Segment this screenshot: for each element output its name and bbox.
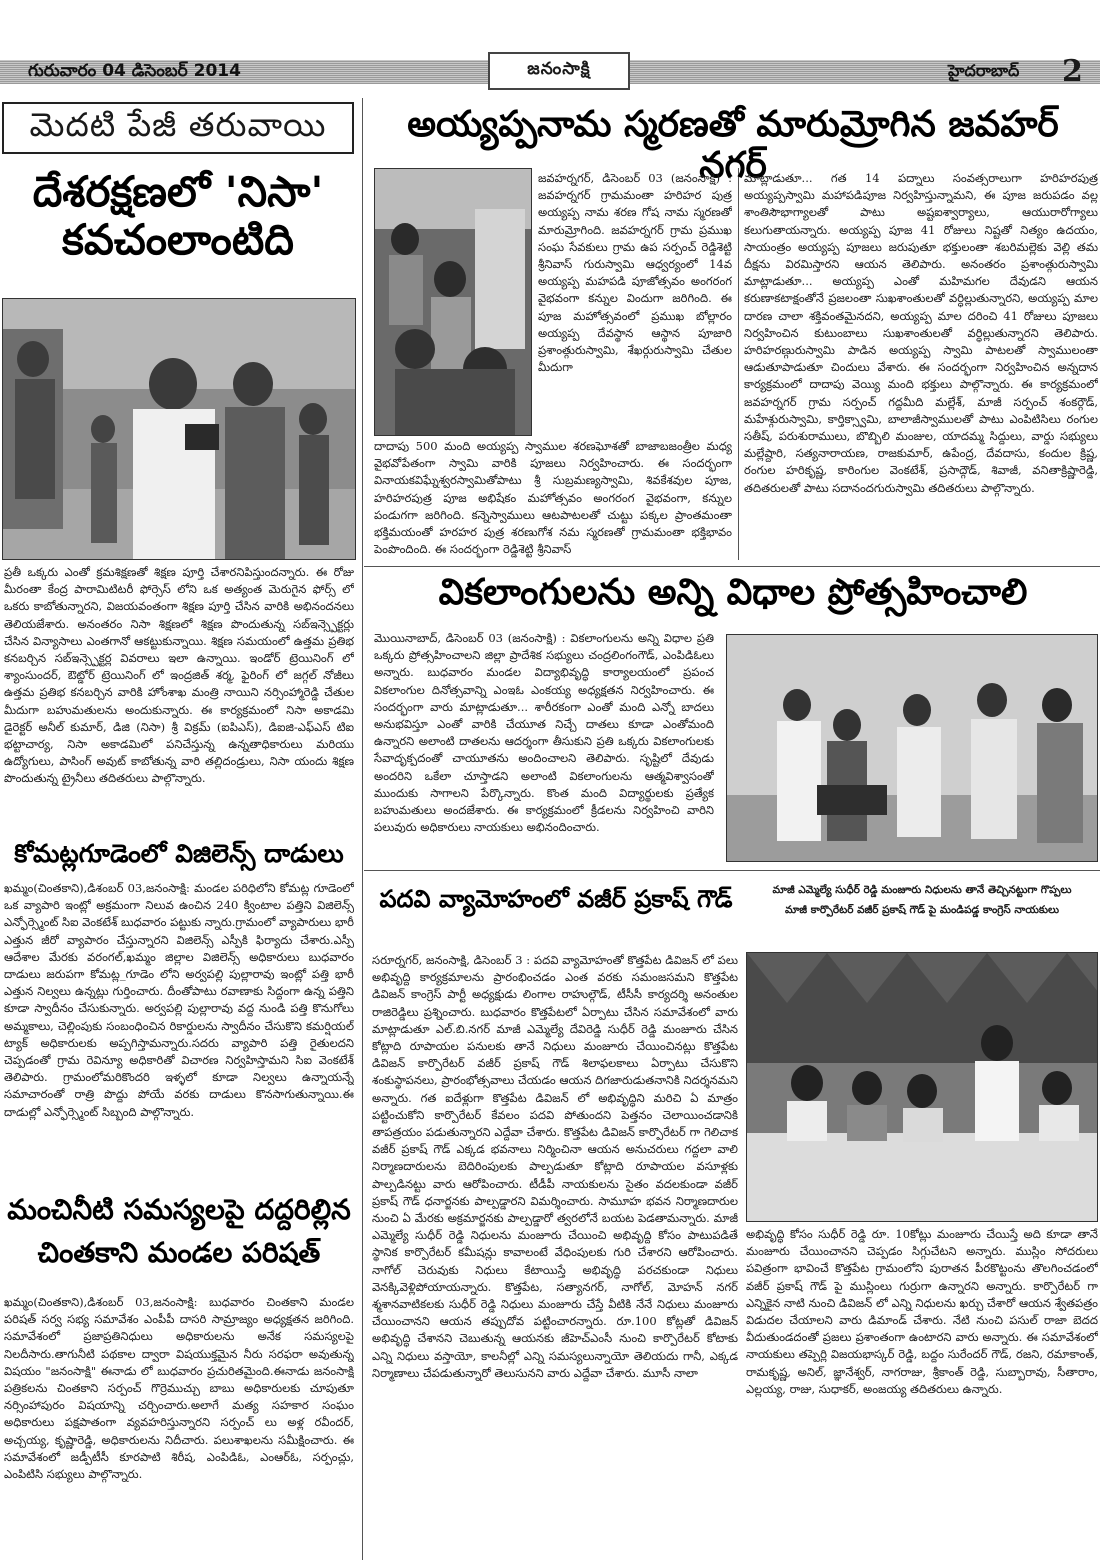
continuation-label: మెదటి పేజీ తరువాయి <box>2 102 354 154</box>
wazir-body-right: అభివృద్ధి కోసం సుధీర్ రెడ్డి రూ. 10కోట్లు మంజూరు చేయిస్తే అది కూడా తానే మంజూరు చేయించానని చెప్పడం సిగ్గుచేటని అన్నారు. ముస్లిం సోదరులు పవిత్రంగా భావించే కొత్తపేట గ్రామంలోని పురాతన పీరకొట్టంను తొలగించడంలో వజీర్ ప్రకాష్ గౌడ్ పై ముస్లింలు గుర్రుగా ఉన్నారని అన్నారు. కార్పొరేటర్ గా ఎన్నికైన నాటి నుంచి డివిజన్ లో ఎన్ని నిధులను ఖర్చు చేశారో ఆయన శ్వేతపత్రం విడుదల చేయాలని వారు డిమాండ్ చేశారు. నేటి నుంచి పసుల్ రాజా బెదద వీదుతుండదంతో ప్రజలు ప్రశాంతంగా ఉంటారని వారు అన్నారు. ఈ సమావేశంలో నాయకులు తప్పెర్లి విజయభాస్కర్ రెడ్డి, బద్దం సురేందర్ గౌడ్, రజని, రమాకాంత్, రామకృష్ణ, అనిల్, జ్ఞానేశ్వర్, నాగరాజు, శ్రీకాంత్ రెడ్డి, సుబ్బారావు, సీతారాం, ఎల్లయ్య, రాజు, సుధాకర్, అంజయ్య తదితరులు ఉన్నారు. <box>746 1227 1098 1396</box>
ayyappa-body-right: మాట్లాడుతూ... గత 14 పద్నాలు సంవత్సరాలుగా హరిహరపుత్ర అయ్యప్పస్వామి మహాపడిపూజ నిర్వహిస్తున్నామని, ఈ పూజ జరుపడం వల్ల శాంతిసౌభాగ్యాలతో పాటు అష్టఐశ్వార్యాలు, ఆయురారోగ్యాలు కలుగుతాయన్నారు. అయ్యప్ప పూజ 41 రోజులు నిష్టతో నిత్యం ఉదయం, సాయంత్రం అయ్యప్ప పూజలు జరుపుతూ భక్తులంతా శబరిమల్లెకు వెల్లి తమ దీక్షను విరమిస్తారని ఆయన తెలిపారు. అనంతరం ప్రశాంత్గురుస్వామి మాట్లాడుతూ... అయ్యప్ప ఎంతో మహిమగల దేవుడని ఆయన కరుణాకటాక్షంతోనే ప్రజలంతా సుఖశాంతులతో వర్ధిల్లుతున్నారని, అయ్యప్ప మాల దారణ చాలా శక్తివంతమైనదని, అయ్యప్ప మాల దరించి 41 రోజులు పూజలు నిర్వహించిన కుటుంబాలు సుఖశాంతులతో వర్ధిల్లుతున్నారని తెలిపారు. హరిహరణ్గురుస్వామి పాడిన అయ్యప్ప స్వామి పాటలతో స్వాములంతా ఆడుతూపాడుతూ చిందులు వేశారు. ఈ సందర్భంగా నిర్వహించిన అన్నదాన కార్యక్రమంలో దాదాపు వెయ్యి మంది భక్తులు పాల్గొన్నారు. ఈ కార్యక్రమంలో జవహర్నగర్ గ్రామ సర్పంచ్ గద్దమీది మల్లేశ్, మాజీ సర్పంచ్ శంకర్గౌడ్, మహేశ్గురుస్వామి, కార్తిక్స్వామి, బాలాజీస్వాములతో పాటు ఎంపిటిసిలు రంగుల సతీష్, పరుశురాములు, బొబ్బిలి మంజుల, యాదమ్మ సిద్దులు, వార్డు సభ్యులు మల్లేష్దారి, సత్యనారాయణ, రాజకుమార్, ఉపేంద్ర, దేవదాసు, కందుల క్రిష్ణ, రంగుల హరికృష్ణ, కారింగుల వెంకటేశ్, ప్రసాద్గౌడ్, శివాజీ, వనితాక్రిష్ణారెడ్డి, తదితరులతో పాటు సదానందగురుస్వామి తదితరులు పాల్గొన్నారు. <box>744 171 1098 495</box>
wazir-headline <box>368 886 744 914</box>
column-rule-top-right <box>738 168 739 560</box>
nisa-body: ప్రతీ ఒక్కరు ఎంతో క్రమశిక్షణతో శిక్షణ పూర్తి చేశారనిపిస్తుందన్నారు. ఈ రోజు మీరంతా కేంద్ర పారామిటిటరీ ఫోర్సెస్ లోని ఒక అత్యంత మెరుగైన ఫోర్స్ లో ఒకరు కాబోతున్నారని, విజయవంతంగా శిక్షణ పూర్తి చేసిన వారికి అభినందనలు తెలియజేశారు. అనంతరం నిసా శిక్షణలో శిక్షణ పొందుతున్న సబ్ఇన్స్పెక్టర్లు చేసిన విన్యాసాలు ఎంతగానో ఆకట్టుకున్నాయి. శిక్షణ సమయంలో ఉత్తమ ప్రతిభ కనబర్చిన సబ్ఇన్స్పెక్టర్ల వివరాలు ఇలా ఉన్నాయి. ఇండోర్ ట్రెయినింగ్ లో శ్యాంసుందర్, ఔట్డోర్ ట్రెయినింగ్ లో ఇంద్రజిత్ శర్మ, ఫైరింగ్ లో జగ్గల్ నోజీలు ఉత్తమ ప్రతిభ కనబర్చిన వారికి హోంశాఖ మంత్రి నాయిని నర్సింహ్మారెడ్డి చేతుల మీదుగా బహుమతులను అందుకున్నారు. ఈ కార్యక్రమంలో నిసా అకాడమి డైరెక్టర్ అనీల్ కుమార్, డిజి (నిసా) శ్రీ విక్రమ్ (ఐపిఎస్), డిఐజి-ఎఫ్ఎస్ టిఐ భట్టాచార్య, నిసా అకాడమిలో పనిచేస్తున్న ఉన్నతాధికారులు మరియు ఉద్యోగులు, పాసింగ్ అవుట్ కాబోతున్న వారి తల్లిదండ్రులు, నిసా యందు శిక్షణ పొందుతున్న ట్రైనీలు తదితరులు పాల్గొన్నారు. <box>4 565 354 786</box>
vigilance-body: ఖమ్మం(చింతకాని),డిశంబర్ 03,జనంసాక్షి: మండల పరిధిలోని కోమట్ల గూడెంలో ఒక వ్యాపారి ఇంట్లో అక్రమంగా నిలువ ఉంచిన 240 క్వింటాల పత్తిని విజిలెన్స్ ఎన్ఫోర్స్మెంట్ సిఐ వెంకటేశ్ బుధవారం పట్టుకు న్నారు.గ్రామంలో వ్యాపారులు భారీ ఎత్తున జీరో వ్యాపారం చేస్తున్నారని విజిలెన్స్ ఎస్పీకి ఫిర్యాదు చేశారు.ఎస్పీ ఆదేశాల మేరకు వరంగల్,ఖమ్మం జిల్లాల విజిలెన్స్ అధికారులు బుధవారం దాడులు జరుపగా కోమట్ల_గూడెం లోని అర్వపల్లి పుల్లారావు ఇంట్లో పత్తి భారీ ఎత్తున నిల్వలు ఉన్నట్లు గుర్తించారు. దీంతోపాటు రవాణాకు సిద్దంగా ఉన్న పత్తిని కూడా స్వాదీనం చేసుకున్నారు. అర్వపల్లి పుల్లారావు వద్ద నుండి పత్తి కొనుగోలు అమ్మకాలు, చెల్లింపుకు సంబంధించిన రికార్డులను స్వాదీనం చేసుకొని కమర్షియల్ ట్యాక్ అధికారులకు అప్పగిస్తామన్నారు.సదరు వ్యాపారి పత్తి రైతులదని చెప్పడంతో గ్రామ రెవిన్యూ అధికారితో విచారణ నిర్వహిస్తామని సిఐ వెంకటేశ్ తెలిపారు. గ్రామంలోమరికొందరి ఇళ్ళలో కూడా నిల్వలు ఉన్నాయన్నే సమాచారంతో రాత్రి పొద్దు పోయే వరకు దాడులు కొనసాగుతున్నాయి.ఈ దాడుల్లో ఎన్ఫోర్స్మెంట్ సిబ్బంది పాల్గొన్నారు. <box>4 881 354 1119</box>
newspaper-logo: జనంసాక్షి <box>488 52 630 90</box>
column-rule-left <box>362 98 363 1560</box>
disabled-photo-graphic <box>727 635 1098 862</box>
nisa-headline-text: దేశరక్షణలో 'నిసా' కవచంలాంటిది <box>32 167 324 265</box>
wazir-deck-line2: మాజీ కార్పొరేటర్ వజీర్ ప్రకాష్ గౌడ్ పై మండిపడ్డ కాంగ్రెస్ నాయకులు <box>784 904 1060 916</box>
vigilance-headline-text: కోమట్లగూడెంలో విజిలెన్స్ దాడులు <box>14 839 344 868</box>
edition-city: హైదరాబాద్ <box>948 61 1020 80</box>
wazir-photo-graphic <box>747 953 1098 1222</box>
nisa-headline <box>2 168 354 265</box>
water-headline <box>4 1188 354 1275</box>
nisa-photo-graphic <box>3 299 356 560</box>
ayyappa-headline-text: అయ్యప్పనామ స్మరణతో మారుమ్రోగిన జవహర్ నగర్ <box>407 104 1059 187</box>
nisa-ceremony-photo <box>2 298 356 560</box>
divider-wazir-top <box>364 870 1100 871</box>
page-number: 2 <box>1062 54 1083 89</box>
water-body: ఖమ్మం(చింతకాని),డిశంబర్ 03,జనంసాక్షి: బుధవారం చింతకాని మండల పరిషత్ సర్వ సభ్య సమావేశం ఎంపీపీ దాసరి సామ్రాజ్యం అధ్యక్షతన జరిగింది. సమావేశంలో ప్రజాప్రతినిధులు అధికారులను అనేక సమస్యలపై నిలదీసారు.తాగునీటి పథకాల ద్వారా విషయుక్తమైన నీరు సరఫరా అవుతున్న విషయం "జనంసాక్షి" ఈనాడు లో బుధవారం ప్రచురితమైంది.ఈనాడు జనంసాక్షి పత్రికలను చింతకాని సర్పంచ్ గొర్రెముచ్చు బాబు అధికారులకు చూపుతూ నర్సింహాపురం విషయాన్ని చర్చించారు.అలాగే మత్య సహకార సంఘం అధికారులు పక్షపాతంగా వ్యవహరిస్తున్నారని సర్పంచ్ లు అళ్ల రవీందర్, అచ్చయ్య, కృష్ణారెడ్డి, అధికారులను నిదీచారు. పలుశాఖలను సమీక్షించారు. ఈ సమావేశంలో జడ్పీటీసీ కూరపాటి శిరీష, ఎంపిడిఓ, ఎంఆర్ఓ, సర్పంచ్లు, ఎంపిటిసి సభ్యులు పాల్గొన్నారు. <box>4 1295 354 1482</box>
disabled-headline <box>368 572 1098 613</box>
wazir-deck <box>748 880 1096 920</box>
ayyappa-body-wide: దాదాపు 500 మంది అయ్యప్ప స్వాముల శరణఘోశతో బాజాబజంత్రీల మధ్య వైభవోపేతంగా స్వామి వారికి పూజలు నిర్వహించారు. ఈ సందర్భంగా వినాయకవిఘ్నేశ్వరస్వామితోపాటు శ్రీ సుబ్రమణ్యస్వామి, శివకేశవుల పూజ, హరిహరపుత్ర పూజ అభిషేకం మహోత్సవం అంగరంగ వైభవంగా, కన్నుల పండుగగా జరిగింది. కన్నెస్వాములు ఆటపాటలతో చుట్టు పక్కల ప్రాంతమంతా భక్తిమయంతో హరహర పుత్ర శరణుగోశ నమ స్మరణతో గ్రామమంతా భక్తిభావం పెంపొందింది. ఈ సందర్భంగా రెడ్డిశెట్టి శ్రీనివాస్ <box>374 439 732 557</box>
ayyappa-body-short: జవహర్నగర్, డిసెంబర్ 03 (జనంసాక్షి) : జవహర్నగర్ గ్రామమంతా హరిహర పుత్ర అయ్యప్ప నామ శరణ గోష నామ స్మరణతో మారుమ్రోగింది. జవహర్నగర్ గ్రామ ప్రముఖ సంఘ సేవకులు గ్రామ ఉప సర్పంచ్ రెడ్డిశెట్టి శ్రీనివాస్ గురుస్వామి ఆధ్వర్యంలో 14వ అయ్యప్ప మహపడి పూజోత్సవం అంగరంగ వైభవంగా కన్నుల విందుగా జరిగింది. ఈ పూజ మహోత్సవంలో ప్రముఖ బోల్లారం అయ్యప్ప దేవస్థాన ఆస్థాన పూజారి ప్రశాంత్గురుస్వామి, శేఖర్గురుస్వామి చేతుల మీదుగా <box>538 171 732 375</box>
water-headline-line2: చింతకాని మండల పరిషత్ <box>37 1236 321 1270</box>
wazir-press-meet-photo <box>746 952 1098 1222</box>
wazir-headline-text: పదవి వ్యామోహంలో వజీర్ ప్రకాష్ గౌడ్ <box>379 885 733 913</box>
water-headline-line1: మంచినీటి సమస్యలపై దద్దరిల్లిన <box>7 1193 351 1226</box>
vigilance-headline <box>4 840 354 869</box>
divider-disabled-top <box>364 566 1100 567</box>
ayyappa-photo-graphic <box>375 169 532 436</box>
ayyappa-puja-photo <box>374 168 532 436</box>
issue-date: గురువారం 04 డిసెంబర్ 2014 <box>28 61 241 81</box>
disabled-headline-text: వికలాంగులను అన్ని విధాల ప్రోత్సహించాలి <box>438 572 1028 613</box>
wazir-deck-line1: మాజీ ఎమ్మెల్యే సుధీర్ రెడ్డి మంజూరు నిధులను తానే తెచ్చినట్టుగా గొప్పలు <box>772 884 1072 896</box>
disabled-body: మొయినాబాద్, డిసెంబర్ 03 (జనంసాక్షి) : వికలాంగులను అన్ని విధాల ప్రతి ఒక్కరు ప్రోత్సహించాలని జిల్లా ప్రాదేశిక సభ్యులు చంద్రలింగంగౌడ్, ఎంపిడిఓలు అన్నారు. బుధవారం మండల విద్యాభివృద్ధి కార్యాలయంలో ప్రపంచ వికలాంగుల దినోత్సవాన్ని ఎంఇఓ ఎంకయ్య అధ్యక్షతన నిర్వహించారు. ఈ సందర్భంగా వారు మాట్లాడుతూ... శారీరకంగా ఎంతో మంది ఎన్నో బాదలు అనుభవిస్తూ ఎంతో వారికి చేయూత నిచ్చే దాతలు కూడా ఎంతోమంది ఉన్నారని అలాంటి దాతలను ఆదర్శంగా తీసుకుని ప్రతి ఒక్కరు వికలాంగులకు సేవాదృక్పదంతో చాయూతను అందించాలని తెలిపారు. సృష్టిలో దేవుడు అందరిని ఒకేలా చూస్తాడని అలాంటి వికలాంగులను ఆత్మవిశ్వాసంతో ముందుకు సాగాలని పేర్కొన్నారు. కొంత మంది విద్యార్థులకు ప్రత్యేక బహుమతులు అందజేశారు. ఈ కార్యక్రమంలో క్రీడలను నిర్వహించి వారిని పలువురు అధికారులు నాయకులు అభినందించారు. <box>374 631 714 835</box>
masthead <box>0 50 1100 94</box>
wazir-body-left: సరూర్నగర్, జనంసాక్షి, డిసెంబర్ 3 : పదవి వ్యామోహంతో కొత్తపేట డివిజన్ లో పలు అభివృద్ది కార్యక్రమాలను ప్రారంభించడం ఎంత వరకు సమంజసమని కొత్తపేట డివిజన్ కాంగ్రెస్ పార్టీ అధ్యక్షుడు లింగాల రాహుల్గౌడ్, టీసీసీ కార్యదర్శి అనంతుల రాజిరెడ్డిలు ప్రశ్నించారు. బుధవారం కొత్తపేటలో ఏర్పాటు చేసిన సమావేశంలో వారు మాట్లాడుతూ ఎల్.బి.నగర్ మాజీ ఎమ్మెల్యే దేవిరెడ్డి సుధీర్ రెడ్డి మంజూరు చేసిన కోట్లాది రూపాయల పనులకు తానే నిధులు మంజూరు చేయించినట్లు కొత్తపేట డివిజన్ కార్పొరేటర్ వజీర్ ప్రకాష్ గౌడ్ శిలాఫలకాలు ఏర్పాటు చేసుకొని శంకుస్థాపనలు, ప్రారంభోత్సవాలు చేయడం ఆయన దిగజారుడుతనానికి నిదర్శనమని అన్నారు. గత ఐదేళ్లుగా కొత్తపేట డివిజన్ లో అభివృద్ధిని మరిచి ఏ మాత్రం పట్టించుకోని కార్పొరేటర్ కేవలం పదవి పోతుందని పెత్తనం చెలాయించడానికి తాపత్రయం పడుతున్నారని ఎద్దేవా చేశారు. కొత్తపేట డివిజన్ కార్పొరేటర్ గా గెలిచాక వజీర్ ప్రకాష్ గౌడ్ ఎక్కడ భవనాలు నిర్మించినా ఆయన అనుచరులు గద్దలా వాలి నిర్మాణదారులను బెదిరింపులకు పాల్పడుతూ కోట్లాది రూపాయల వసూళ్లకు పాల్పడినట్టు వారు ఆరోపించారు. టీడీపీ నాయకులను సైతం వదలకుండా వజీర్ ప్రకాష్ గౌడ్ ధనార్జనకు పాల్పడ్డారని విమర్శించారు. సామూహ భవన నిర్మాణదారుల నుంచి ఏ మేరకు అక్రమార్జనకు పాల్పడ్డారో త్వరలోనే బయట పెడతామన్నారు. మాజీ ఎమ్మెల్యే సుధీర్ రెడ్డి నిధులను మంజూరు చేయించి అభివృద్ది కోసం పాటుపడితే స్థానిక కార్పొరేటర్ కమీషన్లు కావాలంటే వేధింపులకు గురి చేశారని ఆరోపించారు. నాగోల్ చెరువుకు నిధులు కేటాయిస్తే అభివృద్ధి పరచకుండా నిధులు వెనక్కివెళ్లిపోయాయన్నారు. కొత్తపేట, సత్యానగర్, నాగోల్, మోహన్ నగర్ శ్మశానవాటికలకు సుధీర్ రెడ్డి నిధులు మంజూరు చేస్తే వీటికి నేనే నిధులు మంజూరు చేయించానని ఆయన తప్పుదోవ పట్టించారన్నారు. రూ.100 కోట్లతో డివిజన్ అభివృద్ధి చేశానని చెబుతున్న ఆయనకు జీహెచ్ఎంసీ నుంచి కార్పొరేటర్ కోటాకు ఎన్ని నిధులు వస్తాయో, కాలనీల్లో ఎన్ని సమస్యలున్నాయో తెలియదు గానీ, ఎక్కడ నిర్మాణాలు చేపడుతున్నారో తెలుసునని వారు ఎద్దేవా చేశారు. మూసీ నాలా <box>372 953 738 1380</box>
disabled-event-photo <box>726 634 1098 862</box>
